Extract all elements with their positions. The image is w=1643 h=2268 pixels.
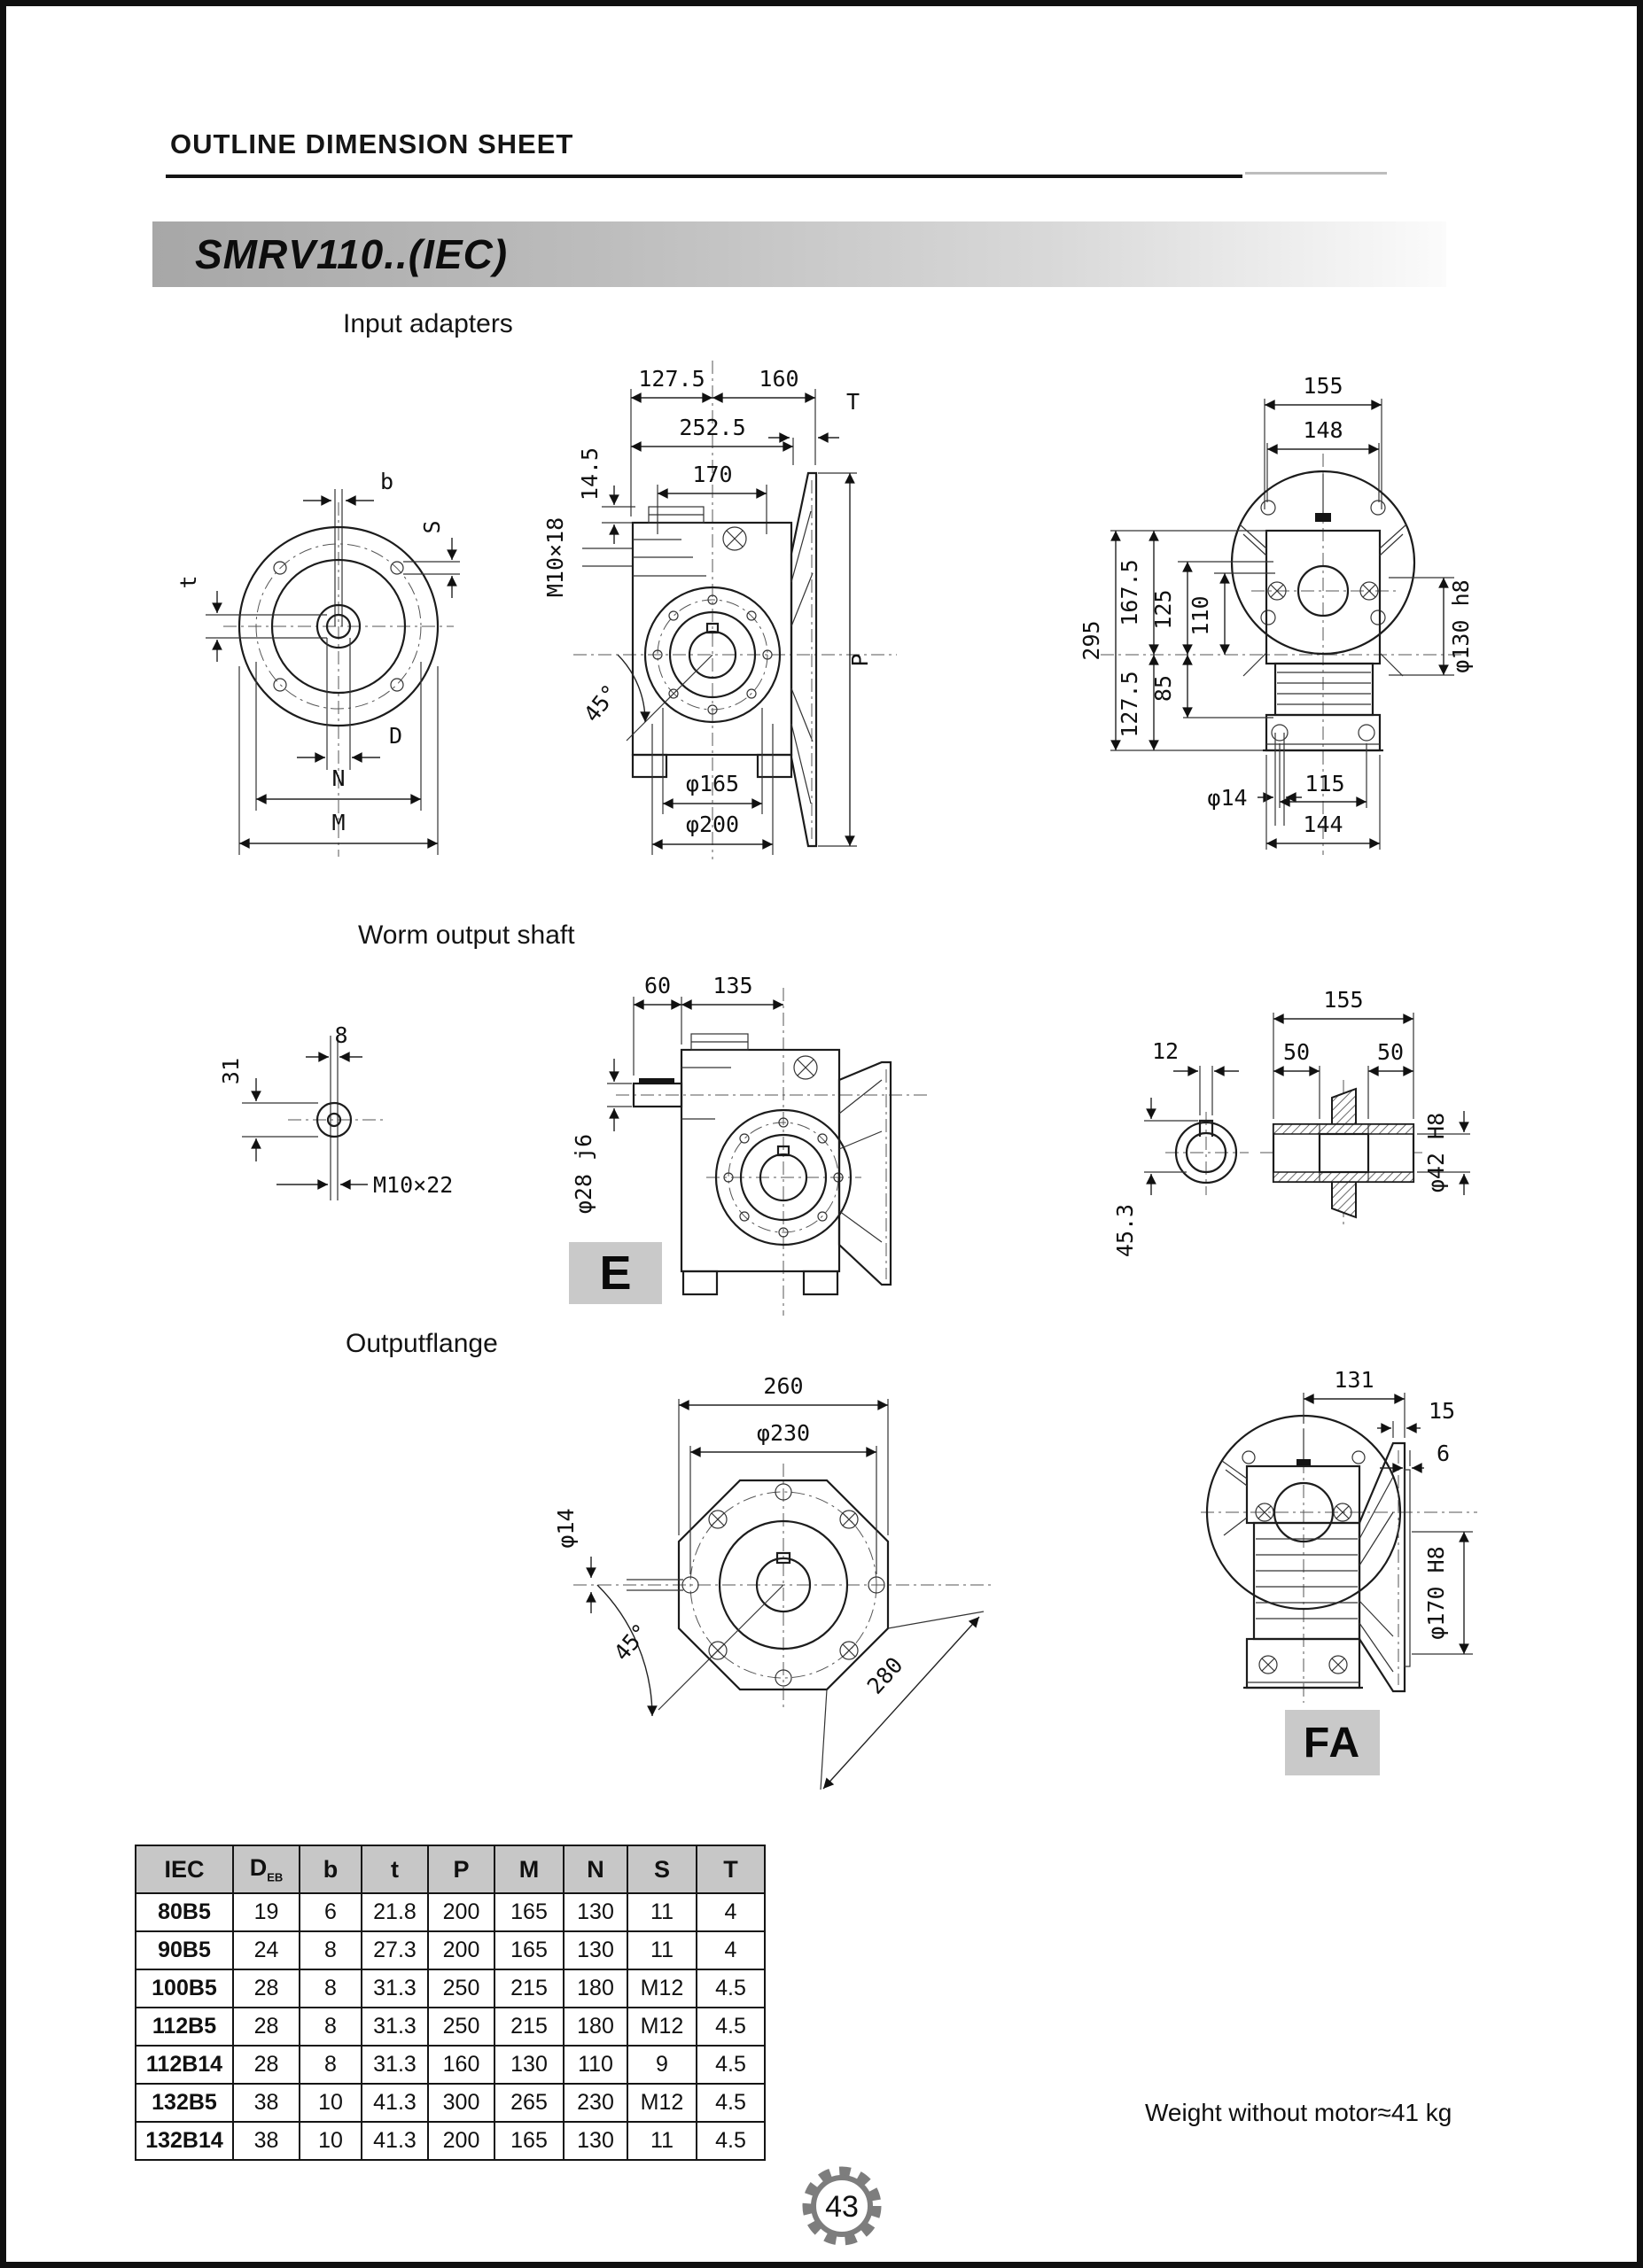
col-s: S	[627, 1845, 697, 1893]
thread-m10x18: M10×18	[542, 517, 568, 598]
dim-260: 260	[763, 1373, 804, 1399]
dim-50-right: 50	[1376, 1039, 1405, 1065]
worm-shaft-end-view	[188, 985, 480, 1224]
section-heading-input-adapters: Input adapters	[343, 309, 513, 338]
dim-phi14: φ14	[1207, 785, 1248, 811]
table-row: 132B14 38 10 41.3 200 165 130 11 4.5	[136, 2122, 765, 2160]
dim-phi130: φ130 h8	[1448, 579, 1474, 673]
weight-note: Weight without motor≈41 kg	[1145, 2099, 1452, 2126]
col-n: N	[564, 1845, 627, 1893]
col-t2: T	[697, 1845, 765, 1893]
page-number-gear	[798, 2165, 886, 2254]
dim-6: 6	[1437, 1441, 1451, 1466]
flange-front-drawing	[175, 469, 460, 857]
dim-m: M	[331, 810, 346, 835]
dim-t: t	[175, 575, 201, 589]
output-flange-side-drawing	[1201, 1367, 1477, 1703]
dim-170: 170	[692, 462, 733, 487]
gearbox-side-drawing	[542, 361, 897, 859]
dim-45-3: 45.3	[1112, 1203, 1138, 1258]
output-flange-front-view	[533, 1362, 1030, 1814]
section-heading-output-flange: Outputflange	[346, 1329, 498, 1358]
dim-phi14: φ14	[553, 1508, 579, 1549]
dim-155: 155	[1323, 987, 1364, 1013]
dim-155: 155	[1303, 373, 1343, 399]
table-row: 112B5 28 8 31.3 250 215 180 M12 4.5	[136, 2008, 765, 2046]
dim-85: 85	[1150, 674, 1176, 703]
view-badge-e: E	[569, 1242, 662, 1304]
angle-45: 45°	[608, 1618, 655, 1666]
dim-295: 295	[1078, 620, 1104, 661]
output-flange-drawing	[553, 1373, 994, 1790]
dim-8: 8	[334, 1022, 348, 1048]
angle-45: 45°	[578, 680, 624, 727]
dim-148: 148	[1303, 417, 1343, 443]
header-rule	[166, 175, 1242, 178]
col-m: M	[494, 1845, 564, 1893]
dim-d: D	[389, 723, 403, 749]
col-b: b	[300, 1845, 362, 1893]
input-adapters-side-view	[538, 347, 919, 879]
model-title-bar	[152, 221, 1446, 287]
table-row: 112B14 28 8 31.3 160 130 110 9 4.5	[136, 2046, 765, 2084]
header-rule-faded	[1245, 172, 1387, 175]
table-header-row	[136, 1845, 765, 1893]
col-deb: $D_{EB}$	[233, 1845, 300, 1893]
dim-127-5: 127.5	[1117, 671, 1142, 738]
dim-135: 135	[712, 973, 753, 998]
page-number: 43	[825, 2190, 859, 2224]
dim-phi42: φ42 H8	[1423, 1112, 1449, 1193]
dim-b: b	[380, 469, 394, 494]
model-title: SMRV110..(IEC)	[195, 231, 509, 277]
thread-m10x22: M10×22	[373, 1172, 454, 1198]
dim-110: 110	[1187, 595, 1213, 636]
dim-phi165: φ165	[685, 771, 740, 796]
dim-phi200: φ200	[685, 812, 740, 837]
dim-14-5: 14.5	[577, 447, 603, 501]
dim-127-5: 127.5	[638, 366, 705, 392]
col-t: t	[362, 1845, 428, 1893]
dim-115: 115	[1304, 771, 1345, 796]
worm-shaft-section-view	[1101, 985, 1491, 1269]
table-row: 132B5 38 10 41.3 300 265 230 M12 4.5	[136, 2084, 765, 2122]
section-heading-worm-output-shaft: Worm output shaft	[358, 920, 575, 950]
dim-160: 160	[759, 366, 799, 392]
dim-n: N	[331, 765, 346, 791]
dim-p: P	[847, 653, 873, 667]
dim-t: T	[846, 389, 860, 415]
view-badge-fa: FA	[1285, 1710, 1380, 1775]
dim-31: 31	[218, 1057, 244, 1085]
input-adapters-front-view	[157, 423, 511, 874]
dim-15: 15	[1428, 1398, 1456, 1424]
table-row: 90B5 24 8 27.3 200 165 130 11 4	[136, 1931, 765, 1969]
hollow-shaft-drawing	[1112, 987, 1470, 1257]
dim-280: 280	[861, 1651, 908, 1699]
dim-50-left: 50	[1282, 1039, 1311, 1065]
dim-phi170: φ170 H8	[1423, 1546, 1449, 1640]
dim-phi28: φ28 j6	[571, 1133, 596, 1215]
dim-phi230: φ230	[756, 1420, 811, 1446]
shaft-end-drawing	[218, 1022, 453, 1200]
dim-144: 144	[1303, 812, 1343, 837]
iec-dimension-table	[135, 1845, 766, 2161]
page-title: OUTLINE DIMENSION SHEET	[170, 128, 574, 159]
gearbox-rear-drawing	[1078, 373, 1474, 855]
input-adapters-rear-view	[1061, 365, 1486, 866]
dim-s: S	[419, 520, 445, 534]
dim-12: 12	[1151, 1038, 1180, 1064]
dim-125: 125	[1150, 589, 1176, 630]
col-iec: IEC	[136, 1845, 233, 1893]
table-row: 100B5 28 8 31.3 250 215 180 M12 4.5	[136, 1969, 765, 2008]
col-p: P	[428, 1845, 494, 1893]
dim-131: 131	[1334, 1367, 1374, 1393]
dim-60: 60	[643, 973, 672, 998]
table-row: 80B5 19 6 21.8 200 165 130 11 4	[136, 1893, 765, 1931]
dim-167-5: 167.5	[1117, 559, 1142, 626]
dim-252-5: 252.5	[679, 415, 746, 440]
